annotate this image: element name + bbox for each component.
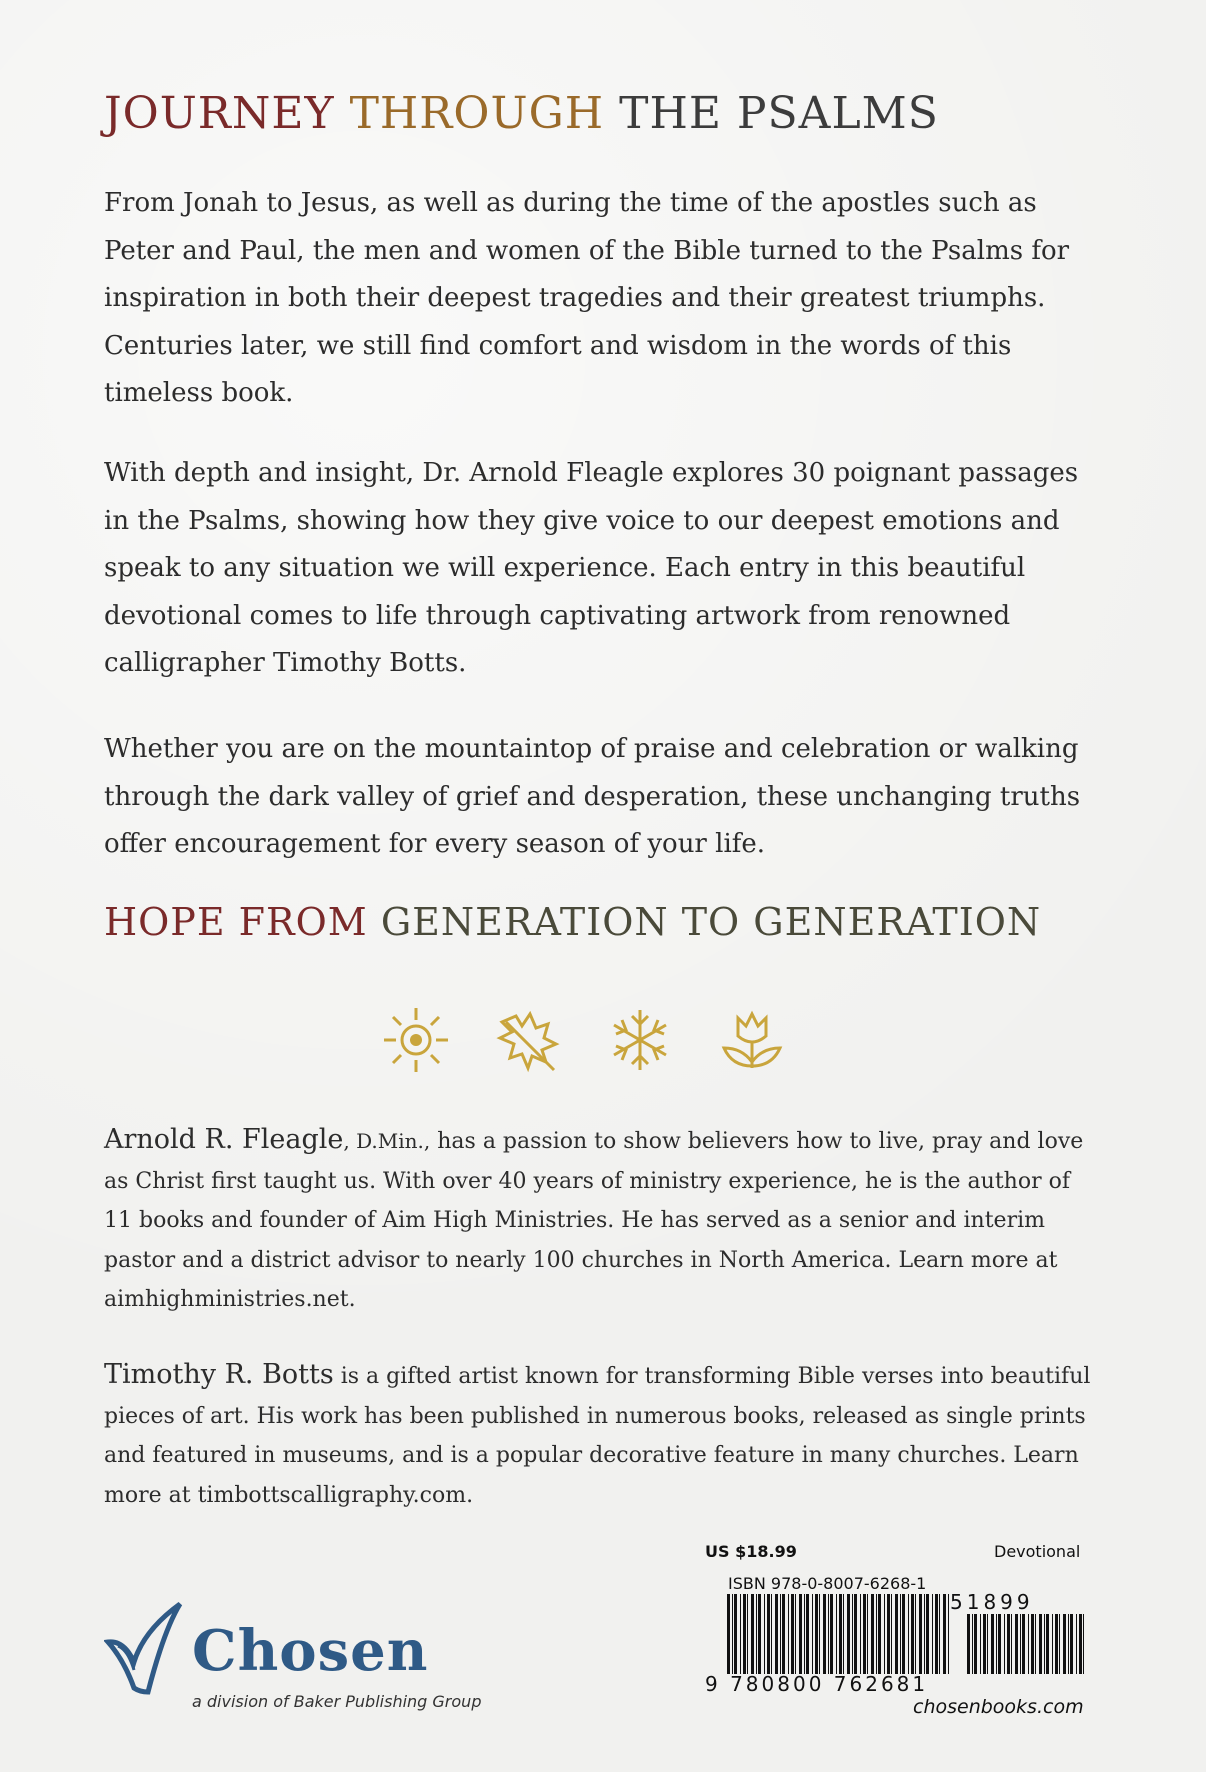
barcode-bar <box>943 1594 946 1674</box>
barcode-bar <box>751 1594 754 1674</box>
barcode-bar <box>915 1594 916 1674</box>
barcode-bar <box>852 1594 853 1674</box>
barcode-bar <box>1004 1614 1005 1674</box>
barcode-bar <box>867 1594 868 1674</box>
barcode-bar <box>732 1594 733 1674</box>
barcode-bar <box>926 1594 929 1674</box>
barcode-bar <box>782 1594 785 1674</box>
barcode-bar <box>932 1594 933 1674</box>
barcode-bar <box>804 1594 805 1674</box>
heading1-part2: THROUGH <box>349 88 620 139</box>
barcode-addon-bars <box>967 1614 1085 1674</box>
barcode-bar <box>788 1594 789 1674</box>
barcode-bar <box>747 1594 748 1674</box>
publisher-logo <box>104 1600 504 1720</box>
barcode-bar <box>1052 1614 1053 1674</box>
barcode-bar <box>775 1594 778 1674</box>
barcode-bar <box>983 1614 986 1674</box>
heading1-part3: THE PSALMS <box>619 88 939 139</box>
barcode-bar <box>843 1594 844 1674</box>
barcode-bar <box>919 1594 922 1674</box>
barcode-bar <box>935 1594 938 1674</box>
description-paragraph-2: With depth and insight, Dr. Arnold Fleagle explores 30 poignant passages in the Psalms, showing how they give voice to our deepest emotions and speak to any situation we will experience. Each entry in this beautiful devotional comes to life through captivating artwork from renowned calligrapher Timothy Botts. <box>104 458 1079 678</box>
barcode-bar <box>839 1594 842 1674</box>
barcode-number: 9 780800 762681 <box>705 1672 929 1696</box>
artist-bio <box>104 1355 1104 1515</box>
barcode-bar <box>876 1594 877 1674</box>
isbn-label: ISBN 978-0-8007-6268-1 <box>728 1574 927 1593</box>
barcode-bar <box>980 1614 981 1674</box>
barcode-bar <box>780 1594 781 1674</box>
heading2-part1: HOPE FROM <box>104 900 381 944</box>
barcode-bar <box>1068 1614 1069 1674</box>
barcode-bar <box>1079 1614 1082 1674</box>
barcode-bar <box>891 1594 892 1674</box>
barcode-bar <box>854 1594 857 1674</box>
publisher-subtitle: a division of Baker Publishing Group <box>192 1692 482 1711</box>
barcode-bar <box>743 1594 746 1674</box>
author-name: Arnold R. Fleagle <box>104 1124 344 1155</box>
barcode-bar <box>1055 1614 1058 1674</box>
barcode-bar <box>860 1594 861 1674</box>
barcode-bar <box>884 1594 885 1674</box>
barcode-bars <box>727 1594 949 1674</box>
website-url: chosenbooks.com <box>913 1696 1084 1718</box>
barcode-bar <box>1083 1614 1084 1674</box>
heading2-part2: GENERATION TO GENERATION <box>380 900 1042 944</box>
barcode-bar <box>823 1594 826 1674</box>
description-paragraph-3: Whether you are on the mountaintop of praise and celebration or walking through the dark valley of grief and desperation, these unchanging truths offer encouragement for every season of your life. <box>104 734 1081 859</box>
barcode-bar <box>819 1594 820 1674</box>
barcode-bar <box>900 1594 901 1674</box>
barcode-bar <box>830 1594 833 1674</box>
barcode-bar <box>764 1594 765 1674</box>
barcode-bar <box>1031 1614 1034 1674</box>
barcode-bar <box>991 1614 994 1674</box>
barcode-bar <box>998 1614 1001 1674</box>
heading1-part1: JOURNEY <box>104 88 350 139</box>
barcode-bar <box>812 1594 813 1674</box>
barcode-bar <box>939 1594 940 1674</box>
heading-hope <box>104 900 1041 944</box>
barcode-bar <box>1015 1614 1018 1674</box>
author-bio <box>104 1120 1104 1320</box>
barcode-bar <box>791 1594 794 1674</box>
barcode-bar <box>895 1594 898 1674</box>
barcode-bar <box>1076 1614 1077 1674</box>
barcode-bar <box>815 1594 818 1674</box>
author-bio-text: has a passion to show believers how to live, pray and love as Christ first taught us. With over 40 years of ministry experience, he is the author of 11 books and founder of Aim High Ministries. He has served as a senior and interim pastor and a district advisor to nearly 100 churches in North America. Learn more at aimhighministries.net. <box>104 1129 1084 1312</box>
tulip-icon <box>716 1004 788 1076</box>
sun-icon <box>380 1004 452 1076</box>
checkmark-leaf-icon <box>104 1600 188 1700</box>
barcode-bar <box>828 1594 829 1674</box>
season-icons <box>380 1000 800 1080</box>
barcode-bar <box>1063 1614 1066 1674</box>
artist-name: Timothy R. Botts <box>104 1359 334 1390</box>
barcode-bar <box>967 1614 970 1674</box>
barcode-bar <box>1044 1614 1045 1674</box>
barcode-bar <box>740 1594 741 1674</box>
barcode-bar <box>974 1614 977 1674</box>
barcode-bar <box>878 1594 881 1674</box>
snowflake-icon <box>604 1004 676 1076</box>
publisher-name: Chosen <box>192 1618 429 1684</box>
barcode-bar <box>902 1594 905 1674</box>
barcode-bar <box>948 1594 949 1674</box>
barcode-bar <box>836 1594 837 1674</box>
artist-bio-text: is a gifted artist known for transforming Bible verses into beautiful pieces of art. His work has been published in numerous books, released as single prints and featured in museums, and is a popular decorative feature in many churches. Learn more at timbottscalligraphy.com. <box>104 1364 1091 1508</box>
barcode-bar <box>908 1594 909 1674</box>
barcode-bar <box>987 1614 988 1674</box>
barcode-addon-number: 51899 <box>950 1590 1034 1614</box>
barcode-bar <box>756 1594 757 1674</box>
barcode-bar <box>924 1594 925 1674</box>
barcode-bar <box>734 1594 737 1674</box>
barcode-bar <box>795 1594 796 1674</box>
autumn-leaf-icon <box>492 1004 564 1076</box>
barcode-bar <box>758 1594 761 1674</box>
barcode-bar <box>1046 1614 1049 1674</box>
barcode-bar <box>1022 1614 1025 1674</box>
barcode-bar <box>847 1594 850 1674</box>
author-credential: , D.Min., <box>343 1129 431 1153</box>
price-label: US $18.99 <box>705 1542 797 1561</box>
description-paragraph-1: From Jonah to Jesus, as well as during the time of the apostles such as Peter and Paul, the men and women of the Bible turned to the Psalms for inspiration in both their deepest tragedies and their greatest triumphs. Centuries later, we still find comfort and wisdom in the words of this timeless book. <box>104 188 1070 408</box>
barcode-bar <box>871 1594 874 1674</box>
barcode-bar <box>727 1594 730 1674</box>
barcode-bar <box>767 1594 770 1674</box>
barcode-bar <box>1035 1614 1036 1674</box>
barcode-bar <box>972 1614 973 1674</box>
barcode-bar <box>1070 1614 1073 1674</box>
barcode-bar <box>799 1594 802 1674</box>
barcode-bar <box>771 1594 772 1674</box>
barcode-bar <box>1007 1614 1010 1674</box>
barcode-bar <box>863 1594 866 1674</box>
barcode-bar <box>1028 1614 1029 1674</box>
barcode-bar <box>1059 1614 1060 1674</box>
barcode-bar <box>1039 1614 1042 1674</box>
barcode-bar <box>806 1594 809 1674</box>
barcode-bar <box>887 1594 890 1674</box>
heading-journey <box>104 88 939 139</box>
barcode-bar <box>996 1614 997 1674</box>
barcode-bar <box>911 1594 914 1674</box>
category-label: Devotional <box>994 1542 1081 1561</box>
barcode-bar <box>1011 1614 1012 1674</box>
barcode-bar <box>1020 1614 1021 1674</box>
